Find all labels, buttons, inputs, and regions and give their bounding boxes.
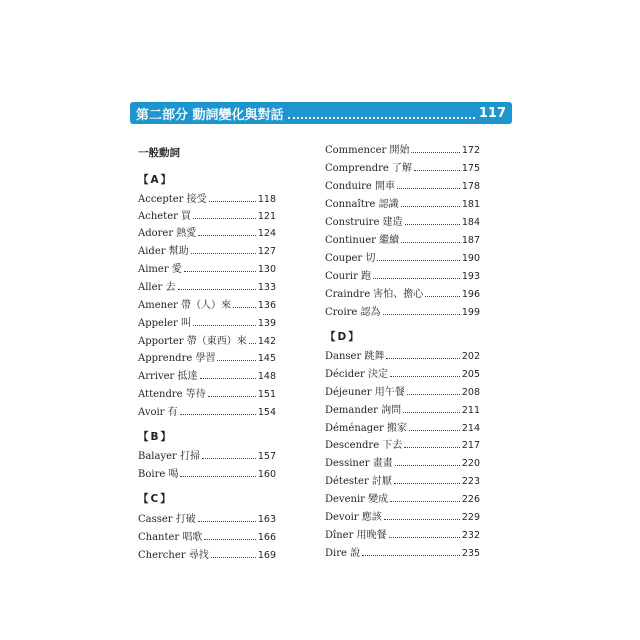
- page-number: 175: [461, 163, 480, 174]
- toc-entry[interactable]: [138, 279, 276, 293]
- verb-label: Acheter 買: [138, 211, 192, 222]
- verb-label: Détester 討厭: [325, 476, 392, 487]
- page-number: 127: [257, 246, 276, 257]
- page-number: 235: [461, 548, 480, 559]
- toc-entry[interactable]: [325, 473, 480, 487]
- verb-label: Devenir 變成: [325, 494, 389, 505]
- page-number: 157: [257, 451, 276, 462]
- page-number: 226: [461, 494, 480, 505]
- toc-entry[interactable]: [138, 386, 276, 400]
- leader-dots: [389, 537, 460, 538]
- page-number: 190: [461, 253, 480, 264]
- toc-entry[interactable]: [138, 404, 276, 418]
- page-number: 169: [257, 550, 276, 561]
- toc-entry[interactable]: [325, 402, 480, 416]
- toc-entry[interactable]: [138, 261, 276, 275]
- leader-dots: [209, 201, 256, 202]
- verb-label: Comprendre 了解: [325, 163, 412, 174]
- toc-entry[interactable]: [138, 225, 276, 239]
- leader-dots: [193, 325, 256, 326]
- verb-label: Attendre 等待: [138, 389, 206, 400]
- page-number: 163: [257, 514, 276, 525]
- verb-label: Aimer 愛: [138, 264, 182, 275]
- section-label-d: 【D】: [325, 331, 361, 343]
- verb-label: Boire 喝: [138, 469, 179, 480]
- page-number: 178: [461, 181, 480, 192]
- leader-dots: [425, 296, 460, 297]
- toc-entry[interactable]: [325, 437, 480, 451]
- page-number: 172: [461, 145, 480, 156]
- page-number: 181: [461, 199, 480, 210]
- leader-dots: [395, 465, 460, 466]
- leader-dots: [383, 314, 460, 315]
- page-number: 166: [257, 532, 276, 543]
- category-heading: 一般動詞: [138, 147, 180, 159]
- toc-entry[interactable]: [325, 545, 480, 559]
- leader-dots: [193, 218, 256, 219]
- leader-dots: [401, 242, 460, 243]
- toc-entry[interactable]: [138, 333, 276, 347]
- leader-dots: [184, 271, 256, 272]
- verb-label: Croire 認為: [325, 307, 381, 318]
- page-number: 220: [461, 458, 480, 469]
- page-number: 133: [257, 282, 276, 293]
- leader-dots: [401, 206, 460, 207]
- page-number: 196: [461, 289, 480, 300]
- toc-entry[interactable]: [138, 511, 276, 525]
- verb-label: Décider 決定: [325, 369, 389, 380]
- leader-dots: [394, 483, 460, 484]
- toc-entry[interactable]: [138, 368, 276, 382]
- leader-dots: [178, 289, 256, 290]
- leader-dots: [384, 519, 460, 520]
- verb-label: Devoir 應該: [325, 512, 382, 523]
- toc-entry[interactable]: [138, 243, 276, 257]
- page-number: 118: [257, 194, 276, 205]
- leader-dots: [204, 539, 255, 540]
- page-number: 124: [257, 228, 276, 239]
- verb-label: Apprendre 學習: [138, 353, 216, 364]
- toc-entry[interactable]: [325, 196, 480, 210]
- leader-dots: [208, 396, 256, 397]
- toc-entry[interactable]: [138, 529, 276, 543]
- page-number: 205: [461, 369, 480, 380]
- leader-dots: [191, 253, 256, 254]
- verb-label: Descendre 下去: [325, 440, 403, 451]
- page-number: 193: [461, 271, 480, 282]
- verb-label: Déjeuner 用午餐: [325, 387, 405, 398]
- verb-label: Chanter 唱歌: [138, 532, 203, 543]
- toc-entry[interactable]: [325, 178, 480, 192]
- leader-dots: [373, 278, 460, 279]
- toc-entry[interactable]: [325, 250, 480, 264]
- leader-dots: [198, 235, 256, 236]
- toc-entry[interactable]: [138, 448, 276, 462]
- verb-label: Apporter 帶（東西）來: [138, 336, 247, 347]
- verb-label: Accepter 接受: [138, 194, 207, 205]
- page-number: 139: [257, 318, 276, 329]
- page-number: 142: [257, 336, 276, 347]
- leader-dots: [217, 360, 255, 361]
- toc-entry[interactable]: [325, 142, 480, 156]
- verb-label: Construire 建造: [325, 217, 403, 228]
- verb-label: Continuer 繼續: [325, 235, 400, 246]
- leader-dots: [409, 430, 460, 431]
- leader-dots: [414, 170, 460, 171]
- leader-dots: [180, 414, 256, 415]
- toc-entry[interactable]: [138, 547, 276, 561]
- banner-title: 第二部分 動詞變化與對話: [136, 107, 284, 123]
- toc-entry[interactable]: [325, 214, 480, 228]
- page-number: 154: [257, 407, 276, 418]
- toc-entry[interactable]: [325, 348, 480, 362]
- verb-label: Aider 幫助: [138, 246, 189, 257]
- verb-label: Dire 說: [325, 548, 361, 559]
- verb-label: Appeler 叫: [138, 318, 192, 329]
- leader-dots: [211, 557, 256, 558]
- leader-dots: [403, 412, 460, 413]
- page-number: 211: [461, 405, 480, 416]
- toc-entry[interactable]: [325, 304, 480, 318]
- banner-leader-dots: [288, 107, 475, 119]
- toc-entry[interactable]: [138, 297, 276, 311]
- verb-label: Balayer 打掃: [138, 451, 200, 462]
- leader-dots: [198, 521, 256, 522]
- leader-dots: [386, 358, 459, 359]
- toc-entry[interactable]: [138, 466, 276, 480]
- toc-entry[interactable]: [138, 208, 276, 222]
- toc-entry[interactable]: [325, 160, 480, 174]
- leader-dots: [200, 378, 256, 379]
- verb-label: Conduire 開車: [325, 181, 396, 192]
- page-number: 229: [461, 512, 480, 523]
- leader-dots: [233, 307, 256, 308]
- page-number: 217: [461, 440, 480, 451]
- toc-entry[interactable]: [138, 350, 276, 364]
- leader-dots: [180, 476, 255, 477]
- verb-label: Avoir 有: [138, 407, 178, 418]
- page-number: 199: [461, 307, 480, 318]
- page-number: 148: [257, 371, 276, 382]
- leader-dots: [404, 447, 460, 448]
- leader-dots: [249, 343, 256, 344]
- page-number: 202: [461, 351, 480, 362]
- leader-dots: [377, 260, 459, 261]
- page-number: 223: [461, 476, 480, 487]
- section-label-c: 【C】: [138, 493, 173, 505]
- verb-label: Adorer 熱愛: [138, 228, 197, 239]
- page-number: 232: [461, 530, 480, 541]
- page-number: 130: [257, 264, 276, 275]
- section-label-b: 【B】: [138, 431, 174, 443]
- verb-label: Connaître 認識: [325, 199, 399, 210]
- toc-entry[interactable]: [325, 268, 480, 282]
- toc-entry[interactable]: [325, 509, 480, 523]
- page-number: 136: [257, 300, 276, 311]
- page-number: 187: [461, 235, 480, 246]
- page-number: 214: [461, 423, 480, 434]
- toc-entry[interactable]: [138, 315, 276, 329]
- toc-entry[interactable]: [325, 232, 480, 246]
- leader-dots: [362, 555, 460, 556]
- verb-label: Casser 打破: [138, 514, 196, 525]
- verb-label: Dîner 用晚餐: [325, 530, 387, 541]
- page-number: 208: [461, 387, 480, 398]
- section-banner: [130, 102, 512, 124]
- toc-entry[interactable]: [325, 286, 480, 300]
- leader-dots: [407, 394, 460, 395]
- verb-label: Arriver 抵達: [138, 371, 198, 382]
- section-label-a: 【A】: [138, 174, 174, 186]
- toc-entry[interactable]: [325, 384, 480, 398]
- verb-label: Déménager 搬家: [325, 423, 408, 434]
- leader-dots: [390, 501, 460, 502]
- toc-entry[interactable]: [325, 527, 480, 541]
- leader-dots: [405, 224, 460, 225]
- verb-label: Dessiner 畫畫: [325, 458, 393, 469]
- toc-entry[interactable]: [325, 455, 480, 469]
- toc-entry[interactable]: [325, 366, 480, 380]
- verb-label: Craindre 害怕、擔心: [325, 289, 424, 300]
- page-number: 145: [257, 353, 276, 364]
- page-number: 184: [461, 217, 480, 228]
- verb-label: Amener 帶（人）來: [138, 300, 231, 311]
- leader-dots: [202, 458, 256, 459]
- verb-label: Chercher 尋找: [138, 550, 209, 561]
- leader-dots: [390, 376, 460, 377]
- banner-page-number: 117: [478, 105, 506, 121]
- verb-label: Demander 詢問: [325, 405, 402, 416]
- verb-label: Courir 跑: [325, 271, 372, 282]
- leader-dots: [397, 188, 460, 189]
- verb-label: Commencer 開始: [325, 145, 410, 156]
- page-number: 160: [257, 469, 276, 480]
- toc-entry[interactable]: [138, 191, 276, 205]
- verb-label: Danser 跳舞: [325, 351, 385, 362]
- toc-entry[interactable]: [325, 420, 480, 434]
- toc-entry[interactable]: [325, 491, 480, 505]
- verb-label: Aller 去: [138, 282, 176, 293]
- page-number: 151: [257, 389, 276, 400]
- leader-dots: [411, 152, 459, 153]
- page-number: 121: [257, 211, 276, 222]
- verb-label: Couper 切: [325, 253, 376, 264]
